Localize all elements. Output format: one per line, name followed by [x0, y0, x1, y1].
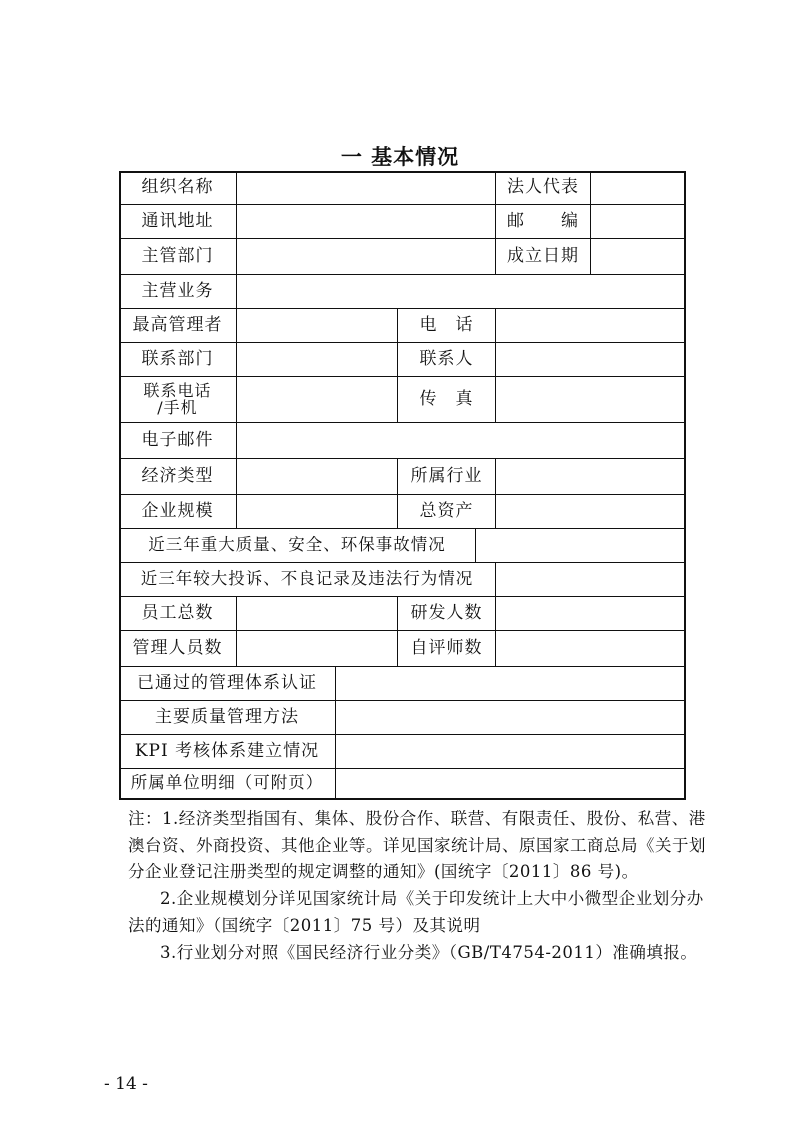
label-accidents: 近三年重大质量、安全、环保事故情况	[148, 535, 446, 555]
notes-section	[128, 806, 708, 966]
accidents-field[interactable]	[476, 529, 684, 562]
label-scale: 企业规模	[141, 500, 214, 521]
label-fax: 传 真	[419, 388, 474, 409]
rd-staff-field[interactable]	[496, 597, 684, 630]
address-field[interactable]	[237, 205, 495, 238]
table-border-bottom	[119, 798, 686, 800]
basic-info-form	[119, 171, 686, 800]
page-number: - 14 -	[104, 1074, 148, 1094]
postcode-field[interactable]	[591, 205, 684, 238]
label-authority: 主管部门	[141, 245, 214, 266]
phone-field[interactable]	[496, 309, 684, 342]
econ-type-field[interactable]	[237, 459, 397, 494]
label-quality-methods: 主要质量管理方法	[155, 706, 299, 727]
label-contact-dept: 联系部门	[141, 348, 214, 369]
label-subsidiaries: 所属单位明细（可附页）	[130, 773, 324, 793]
contact-phone-field[interactable]	[237, 377, 397, 422]
quality-methods-field[interactable]	[336, 701, 684, 734]
founded-field[interactable]	[591, 239, 684, 274]
label-postcode: 邮 编	[507, 210, 579, 231]
section-title: 一 基本情况	[340, 145, 460, 169]
kpi-field[interactable]	[336, 735, 684, 768]
note-3: 3.行业划分对照《国民经济行业分类》（GB/T4754-2011）准确填报。	[160, 942, 698, 962]
complaints-field[interactable]	[496, 563, 684, 596]
label-phone: 电 话	[419, 314, 474, 335]
label-complaints: 近三年较大投诉、不良记录及违法行为情况	[140, 569, 474, 589]
org-name-field[interactable]	[237, 171, 495, 204]
label-business: 主营业务	[141, 280, 214, 301]
assessors-field[interactable]	[496, 631, 684, 666]
total-assets-field[interactable]	[496, 495, 684, 528]
contact-person-field[interactable]	[496, 343, 684, 376]
label-founded: 成立日期	[507, 245, 579, 266]
label-total-assets: 总资产	[419, 500, 474, 521]
label-contact-phone: 联系电话 /手机	[143, 380, 212, 417]
label-org-name: 组织名称	[141, 176, 214, 197]
label-econ-type: 经济类型	[141, 465, 214, 486]
label-email: 电子邮件	[141, 429, 214, 450]
staff-total-field[interactable]	[237, 597, 397, 630]
note-2: 2.企业规模划分详见国家统计局《关于印发统计上大中小微型企业划分办法的通知》（国统字〔2011〕75 号）及其说明	[128, 889, 704, 935]
label-kpi: KPI 考核体系建立情况	[134, 740, 320, 761]
label-address: 通讯地址	[141, 210, 214, 231]
label-contact-person: 联系人	[419, 348, 474, 369]
label-staff-total: 员工总数	[141, 602, 214, 623]
mgmt-staff-field[interactable]	[237, 631, 397, 666]
top-manager-field[interactable]	[237, 309, 397, 342]
table-border-right	[684, 171, 686, 800]
scale-field[interactable]	[237, 495, 397, 528]
label-legal-rep: 法人代表	[507, 176, 579, 197]
note-1: 注：1.经济类型指国有、集体、股份合作、联营、有限责任、股份、私营、港澳台资、外商投资、其他企业等。详见国家统计局、原国家工商总局《关于划分企业登记注册类型的规定调整的通知》(国统字〔2011〕86 号)。	[128, 809, 706, 882]
email-field[interactable]	[237, 423, 684, 458]
certifications-field[interactable]	[336, 667, 684, 700]
legal-rep-field[interactable]	[591, 171, 684, 204]
label-top-manager: 最高管理者	[132, 314, 223, 335]
contact-dept-field[interactable]	[237, 343, 397, 376]
label-mgmt-staff: 管理人员数	[132, 637, 223, 658]
label-industry: 所属行业	[410, 465, 483, 486]
authority-field[interactable]	[237, 239, 495, 274]
industry-field[interactable]	[496, 459, 684, 494]
subsidiaries-field[interactable]	[336, 769, 684, 798]
business-field[interactable]	[237, 275, 684, 308]
label-certifications: 已通过的管理体系认证	[137, 672, 317, 693]
label-rd-staff: 研发人数	[410, 602, 483, 623]
fax-field[interactable]	[496, 377, 684, 422]
label-assessors: 自评师数	[410, 637, 483, 658]
